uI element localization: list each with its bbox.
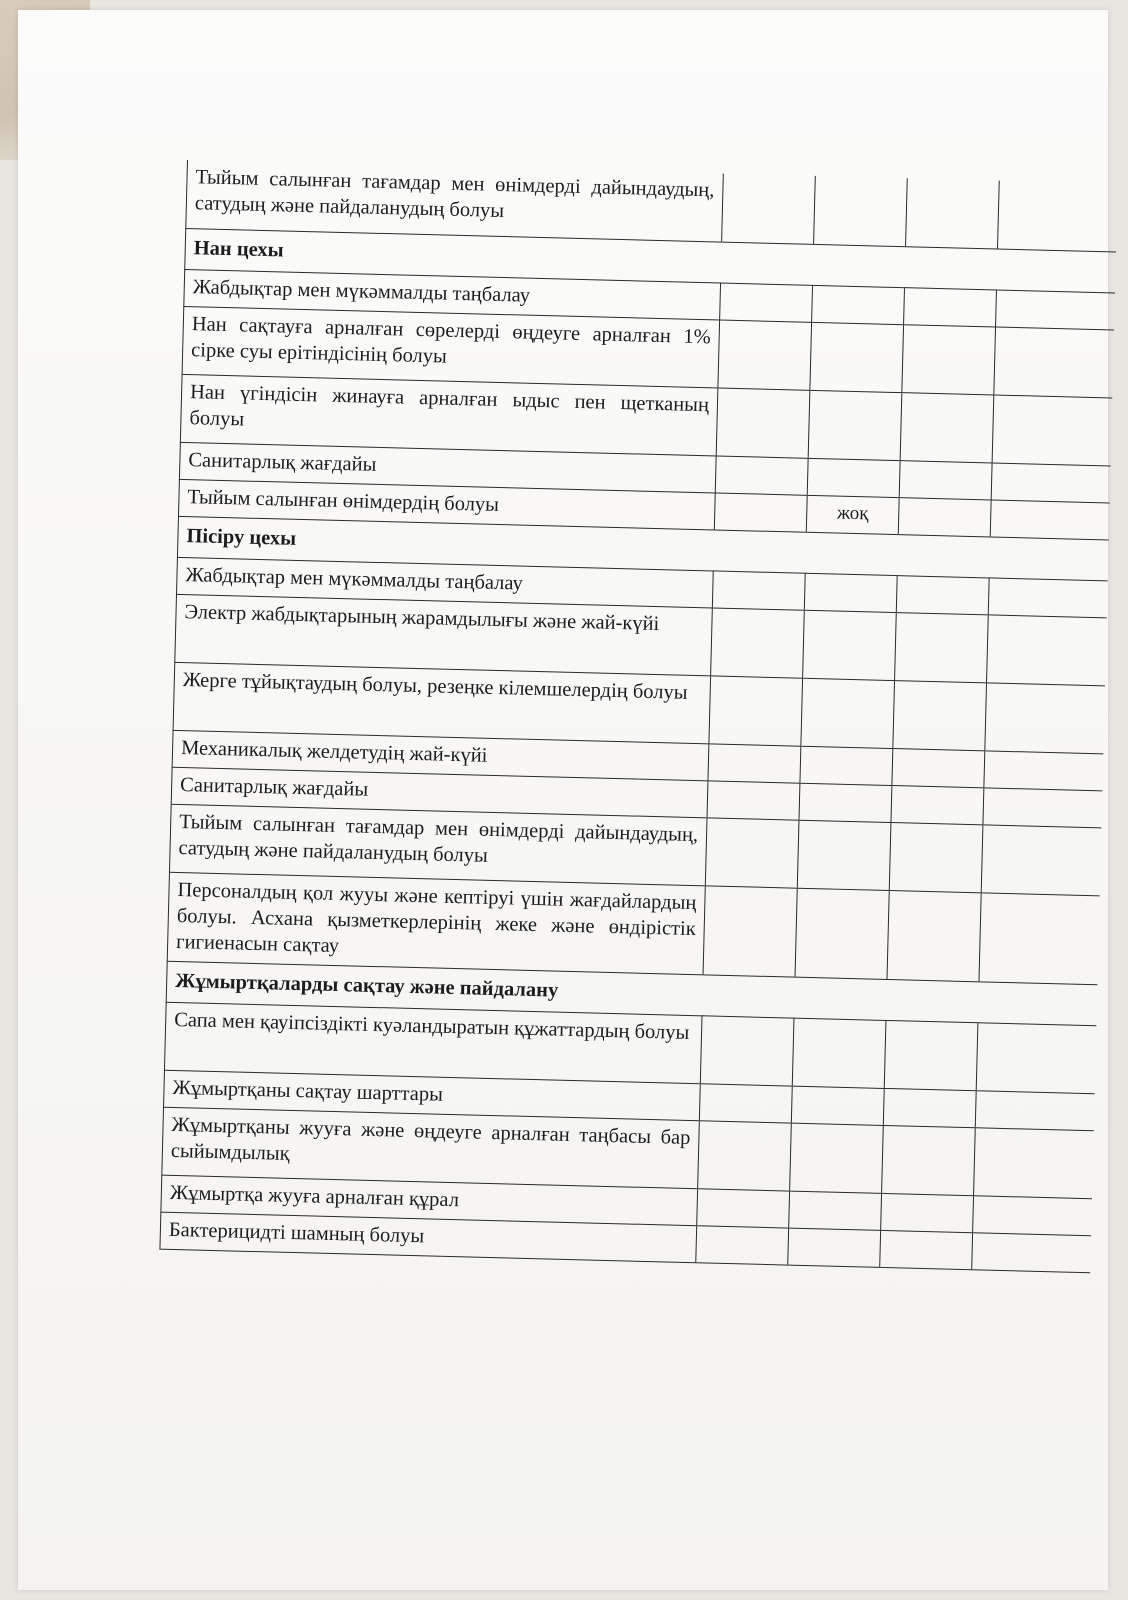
- mark-cell: [884, 1020, 978, 1090]
- mark-cell: [709, 675, 803, 745]
- mark-cell: [880, 1230, 973, 1269]
- mark-cell: [998, 181, 1118, 252]
- mark-cell: [902, 324, 996, 394]
- mark-cell: [991, 462, 1110, 502]
- mark-cell-absent: жоқ: [806, 495, 899, 534]
- mark-cell: [899, 460, 992, 499]
- mark-cell: [881, 1193, 974, 1232]
- row-label: Жұмыртқа жууға арналған құрал: [161, 1175, 698, 1226]
- mark-cell: [979, 892, 1099, 984]
- mark-cell: [882, 1125, 976, 1195]
- mark-cell: [712, 570, 805, 609]
- mark-cell: [984, 750, 1103, 790]
- mark-cell: [788, 1228, 881, 1267]
- mark-cell: [983, 787, 1102, 827]
- mark-cell: [814, 176, 908, 246]
- mark-cell: [801, 678, 895, 748]
- mark-cell: [800, 746, 893, 785]
- mark-cell: [720, 283, 813, 322]
- row-label: Бактерицидті шамның болуы: [160, 1212, 697, 1263]
- mark-cell: [810, 322, 904, 392]
- mark-cell: [981, 824, 1101, 895]
- mark-cell: [697, 1188, 790, 1227]
- mark-cell: [976, 1022, 1096, 1093]
- mark-cell: [904, 287, 997, 326]
- mark-cell: [698, 1120, 792, 1190]
- mark-cell: [715, 455, 808, 494]
- mark-cell: [807, 458, 900, 497]
- mark-cell: [972, 1232, 1091, 1272]
- mark-cell: [716, 388, 810, 458]
- mark-cell: [898, 497, 991, 536]
- row-label: Нан сақтауға арналған сөрелерді өңдеуге арналған 1% сірке суы ерітіндісінің болуы: [182, 306, 720, 388]
- mark-cell: [895, 612, 989, 682]
- mark-cell: [797, 820, 891, 890]
- mark-cell: [974, 1127, 1094, 1198]
- mark-cell: [889, 822, 983, 892]
- mark-cell: [883, 1088, 976, 1127]
- mark-cell: [992, 394, 1112, 465]
- row-label: Жерге тұйықтаудың болуы, резеңке кілемшелердің болуы: [173, 662, 711, 744]
- row-label: Тыйым салынған тағамдар мен өнімдерді дайындаудың, сатудың және пайдаланудың болуы: [169, 804, 707, 886]
- mark-cell: [722, 174, 816, 244]
- mark-cell: [718, 320, 812, 390]
- row-label: Электр жабдықтарының жарамдылығы және жай-күйі: [175, 594, 713, 676]
- mark-cell: [973, 1195, 1092, 1235]
- mark-cell: [893, 680, 987, 750]
- mark-cell: [791, 1086, 884, 1125]
- mark-cell: [900, 392, 994, 462]
- mark-cell: [808, 390, 902, 460]
- mark-cell: [985, 682, 1105, 753]
- mark-cell: [906, 178, 1000, 248]
- row-label: Жұмыртқаны сақтау шарттары: [164, 1070, 701, 1121]
- row-label: Тыйым салынған өнімдердің болуы: [178, 479, 715, 530]
- mark-cell: [714, 492, 807, 531]
- mark-cell: [996, 290, 1115, 330]
- mark-cell: [696, 1225, 789, 1264]
- row-label: Механикалық желдетудің жай-күйі: [172, 730, 709, 781]
- row-label: Нан үгіндісін жинауға арналған ыдыс пен щетканың болуы: [180, 374, 718, 456]
- mark-cell: [803, 610, 897, 680]
- row-label: Санитарлық жағдайы: [171, 767, 708, 818]
- row-label: Жабдықтар мен мүкәммалды таңбалау: [184, 269, 721, 320]
- mark-cell: [711, 607, 805, 677]
- mark-cell: [887, 890, 981, 981]
- mark-cell: [700, 1015, 794, 1085]
- row-label: Сапа мен қауіпсіздікті куәландыратын құжаттардың болуы: [164, 1002, 702, 1084]
- mark-cell: [891, 785, 984, 824]
- mark-cell: [994, 327, 1114, 398]
- checklist-table: [159, 160, 1117, 1273]
- row-label: Жабдықтар мен мүкәммалды таңбалау: [177, 557, 714, 608]
- mark-cell: [896, 575, 989, 614]
- mark-cell: [792, 1018, 886, 1088]
- mark-cell: [703, 885, 797, 976]
- mark-cell: [812, 285, 905, 324]
- section-title: Жұмыртқаларды сақтау және пайдалану: [166, 961, 1097, 1026]
- mark-cell: [990, 499, 1109, 539]
- mark-cell: [795, 888, 889, 979]
- mark-cell: [799, 783, 892, 822]
- mark-cell: [804, 573, 897, 612]
- mark-cell: [988, 577, 1107, 617]
- mark-cell: [699, 1083, 792, 1122]
- mark-cell: [987, 614, 1107, 685]
- mark-cell: [707, 780, 800, 819]
- mark-cell: [975, 1090, 1094, 1130]
- row-label: Санитарлық жағдайы: [179, 442, 716, 493]
- mark-cell: [892, 748, 985, 787]
- section-title: Пісіру цехы: [177, 516, 1108, 581]
- row-label: Тыйым салынған тағамдар мен өнімдерді дайындаудың, сатудың және пайдаланудың болуы: [186, 160, 724, 242]
- mark-cell: [790, 1123, 884, 1193]
- row-label: Персоналдың қол жууы және кептіруі үшін жағдайлардың болуы. Асхана қызметкерлерінің жеке және өндірістік гигиенасын сақтау: [167, 872, 705, 975]
- row-label: Жұмыртқаны жууға және өңдеуге арналған таңбасы бар сыйымдылық: [162, 1107, 700, 1189]
- mark-cell: [789, 1191, 882, 1230]
- section-title: Нан цехы: [185, 228, 1116, 293]
- mark-cell: [705, 817, 799, 887]
- mark-cell: [708, 743, 801, 782]
- checklist-document: [159, 160, 1116, 1273]
